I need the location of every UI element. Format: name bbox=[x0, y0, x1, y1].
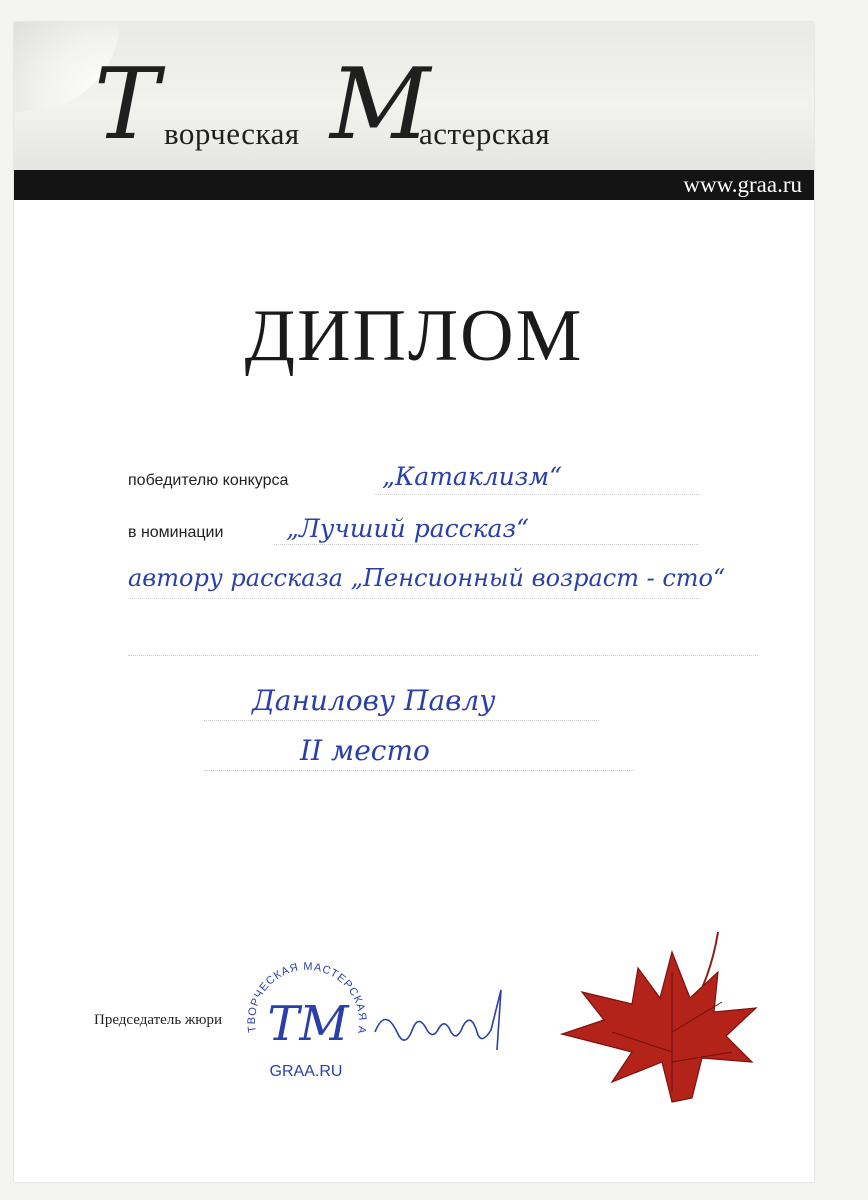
nomination-handwritten: „Лучший рассказ“ bbox=[286, 514, 529, 543]
author-underline bbox=[128, 598, 699, 599]
diploma-title: ДИПЛОМ bbox=[244, 295, 584, 377]
author-handwritten: автору рассказа „Пенсионный возраст - сто“ bbox=[128, 564, 726, 592]
winner-handwritten: „Катаклизм“ bbox=[382, 462, 562, 491]
site-url: www.graa.ru bbox=[683, 172, 802, 197]
diploma-sheet bbox=[14, 22, 814, 1182]
stamp-site: GRAA.RU bbox=[269, 1063, 343, 1080]
place-underline bbox=[204, 770, 634, 771]
chairman-label: Председатель жюри bbox=[94, 1012, 223, 1028]
name-underline bbox=[204, 720, 599, 721]
winner-underline bbox=[374, 494, 699, 495]
jury-stamp bbox=[236, 940, 376, 1080]
maple-leaf-decoration bbox=[542, 912, 772, 1112]
place-handwritten: II место bbox=[300, 734, 430, 767]
brand-word-2: астерская bbox=[419, 116, 551, 151]
header-black-band bbox=[14, 170, 814, 200]
stamp-ring-text: ТВОРЧЕСКАЯ МАСТЕРСКАЯ А bbox=[245, 960, 369, 1036]
stamp-graphic bbox=[236, 940, 376, 1080]
stamp-monogram: ТМ bbox=[267, 996, 349, 1052]
brand-logo bbox=[94, 48, 614, 166]
nomination-label: в номинации bbox=[128, 524, 224, 541]
recipient-name-handwritten: Данилову Павлу bbox=[252, 684, 496, 717]
brand-initial-2: М bbox=[330, 48, 431, 162]
blank-underline bbox=[128, 655, 758, 656]
chairman-signature bbox=[370, 972, 550, 1062]
header-banner bbox=[14, 22, 814, 174]
brand-initial-1: Т bbox=[94, 48, 160, 162]
winner-label: победителю конкурса bbox=[128, 472, 289, 489]
brand-word-1: ворческая bbox=[164, 116, 300, 151]
nomination-underline bbox=[274, 544, 699, 545]
